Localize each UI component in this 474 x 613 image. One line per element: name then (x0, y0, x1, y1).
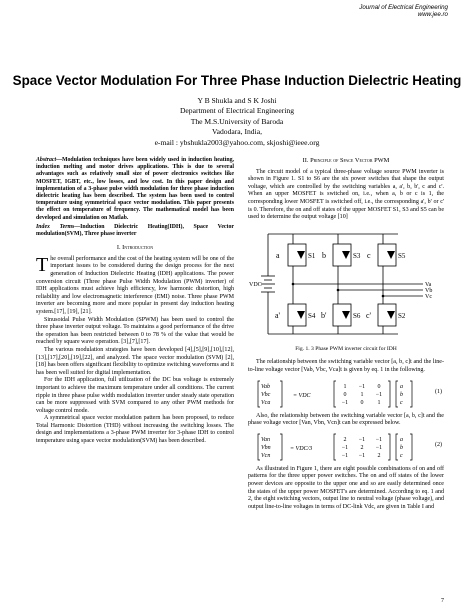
eq2-coefficient: = VDC/3 (290, 445, 313, 452)
eq2-lhs: Van (261, 436, 270, 443)
abstract (36, 157, 234, 222)
page-number: 7 (441, 598, 444, 604)
gate-label-b: b (322, 250, 326, 260)
eq2-lhs: Vcn (261, 452, 271, 459)
eq2-matrix-cell: −1 (341, 452, 349, 459)
eq2-matrix-cell: −1 (375, 436, 383, 443)
intro-paragraph: For the IDH application, full utilization of the DC bus voltage is extremely important to achieve the maximum temperature under all conditions. The current ripple in three phase pulse width modulation inverter under steady state operation can be more suppressed with SVM compared to any other PWM methods for voltage control mode. (36, 377, 234, 414)
body-paragraph: Also, the relationship between the switching variable vector [a, b, c]t and the phase voltage vector [Van, Vbn, Vcn]t can be expressed below. (248, 412, 444, 427)
section-heading-intro: I. Introduction (116, 244, 154, 252)
eq1-coefficient: = VDC (293, 392, 311, 399)
eq1-matrix-cell: 0 (343, 391, 347, 398)
equation-1-matrix (248, 379, 444, 409)
journal-url[interactable]: www.jee.ro (417, 11, 448, 19)
intro-paragraph: A symmetrical space vector modulation pattern has been proposed, to reduce Total Harmonic Distortion (THD) without increasing the switching losses. The design and implementations a 3-phase PWM inverter for 3-phase IDH to control temperature using space vector modulation(SVM) has been described. (36, 415, 234, 445)
eq1-vector: c (400, 399, 403, 406)
abstract-label: Abstract (36, 157, 57, 163)
eq1-matrix-cell: −1 (341, 399, 349, 406)
eq2-matrix-cell: −1 (341, 444, 349, 451)
switch-label-s2: S2 (398, 311, 406, 320)
author-city: Vadodara, India, (212, 127, 262, 137)
eq1-matrix-cell: −1 (375, 391, 383, 398)
journal-header (359, 4, 448, 19)
gate-label-c: c (367, 250, 371, 260)
equation-number: (1) (434, 388, 442, 395)
body-paragraph: As illustrated in Figure 1, there are eight possible combinations of on and off patterns for the three upper power switches. The on and off states of the lower power devices are opposite to the upper one and so are easily determined once the states of the upper power MOSFET's are determined. According to eq. 1 and 2, the eight switching vectors, output line to neutral voltage (phase voltage), and output line-to-line voltages in terms of DC-link Vdc, are given in Table I and (248, 465, 444, 510)
eq1-lhs: Vbc (261, 391, 271, 398)
eq1-lhs: Vca (261, 399, 271, 406)
body-paragraph: The circuit model of a typical three-phase voltage source PWM inverter is shown in Figure 1. S1 to S6 are the six power switches that shape the output voltage, which are controlled by the switching variables a, a', b, b', c and c'. When an upper MOSFET is switched on, i.e., when a, b or c is 1, the corresponding lower MOSFET is switched off, i.e., the corresponding a', b' or c' is 0. Therefore, the on and off states of the upper MOSFET S1, S3 and S5 can be used to determine the output voltage [10] (248, 168, 444, 221)
eq1-vector: b (400, 391, 403, 398)
drop-cap: T (36, 253, 49, 276)
gate-label-a-prime: a' (275, 310, 280, 320)
output-label-vc: Vc (425, 293, 432, 300)
output-label-vb: Vb (425, 287, 433, 294)
output-label-va: Va (425, 281, 432, 288)
author-email[interactable]: e-mail : ybshukla2003@yahoo.com, skjoshi@ieee.org (154, 137, 320, 147)
eq1-lhs: Vab (261, 383, 270, 390)
paper-title: Space Vector Modulation For Three Phase Induction Dielectric Heating (12, 73, 462, 88)
eq1-matrix-cell: 0 (377, 383, 381, 390)
switch-label-s3: S3 (353, 251, 361, 260)
intro-paragraph-text: he overall performance and the cost of the heating system will be one of the important issues to be considered during the design process for the next generation of Induction Dielectric Heating (IDH) applications. The power conversion circuit (Three phase Pulse Width Modulation (PWM) inverter) of IDH applications must achieve high efficiency, low harmonic distortion, high reliability and low electromagnetic interference (EMI) noise. Three phase PWM inverter are becoming more and more popular in present day induction heating system.[17], [19], [21]. (36, 255, 234, 315)
switch-label-s4: S4 (308, 311, 316, 320)
intro-paragraph (36, 253, 234, 317)
equation-1 (248, 379, 444, 409)
body-paragraph: The relationship between the switching variable vector [a, b, c]t and the line-to-line voltage vector [Vab, Vbc, Vca]t is given by eq. 1 in the following. (248, 359, 444, 373)
figure-caption: Fig. 1. 3 Phase PWM inverter circuit for IDH (295, 345, 397, 352)
eq2-matrix-cell: 2 (377, 452, 381, 459)
equation-number: (2) (434, 441, 442, 448)
index-terms (36, 224, 234, 238)
index-terms-text: —Induction Dielectric Heating(IDH), Space Vector modulation(SVM), Three phase inverter (36, 223, 234, 238)
switch-label-s1: S1 (308, 251, 316, 260)
gate-label-a: a (276, 250, 280, 260)
section-heading-principle: II. Principle of Space Vector PWM (302, 157, 390, 164)
index-terms-label: Index Terms (36, 223, 75, 230)
vdc-label: VDC (249, 281, 262, 288)
eq2-matrix-cell: −1 (375, 444, 383, 451)
eq2-matrix-cell: −1 (358, 452, 366, 459)
equation-2 (248, 432, 444, 462)
author-university: The M.S.University of Baroda (190, 116, 284, 126)
eq1-matrix-cell: −1 (358, 383, 366, 390)
eq1-matrix-cell: 1 (360, 391, 364, 398)
gate-label-c-prime: c' (366, 310, 371, 320)
intro-paragraph: Sinusoidal Pulse Width Modulation (SPWM) has been used to control the three phase inverter output voltage. To maintains a good performance of the drive the operation has been restricted between 0 to 78 % of the value that would be reached by square wave operation. [3],[7],[17]. (36, 316, 234, 346)
author-block (0, 96, 474, 148)
right-column (248, 157, 444, 511)
gate-label-b-prime: b' (321, 310, 327, 320)
eq2-matrix-cell: −1 (358, 436, 366, 443)
inverter-circuit-diagram (248, 226, 444, 344)
author-department: Department of Electrical Engineering (179, 106, 295, 116)
intro-paragraph: The various modulation strategies have been developed [4],[5],[9],[10],[12],[13],[17],[20],[19],[22], and analyzed. The space vector modulation (SVM) [2],[18] has been offers significant flexibility to optimize switching waveforms and it has been well suited for digital implementation. (36, 346, 234, 376)
author-names: Y B Shukla and S K Joshi (197, 96, 277, 105)
left-column (36, 157, 234, 446)
eq2-matrix-cell: 2 (343, 436, 347, 443)
switch-label-s6: S6 (353, 311, 361, 320)
journal-name: Journal of Electrical Engineering (359, 4, 448, 11)
equation-2-matrix (248, 432, 444, 462)
eq2-vector: a (400, 436, 403, 443)
eq1-matrix-cell: 1 (343, 383, 347, 390)
eq2-vector: b (400, 444, 403, 451)
switch-label-s5: S5 (398, 251, 406, 260)
eq1-matrix-cell: 0 (360, 399, 364, 406)
inverter-circuit-figure (248, 226, 444, 344)
eq2-matrix-cell: 2 (360, 444, 364, 451)
eq2-vector: c (400, 452, 403, 459)
eq1-vector: a (400, 383, 403, 390)
eq2-lhs: Vbn (261, 444, 271, 451)
abstract-text: —Modulation techniques have been widely used in induction heating, induction melting and motor drives applications. This is due to several advantages such as relatively small size of power electronics switches like MOSFET, IGBT, etc., low losses, and low cost. In this paper design and implementation of a 3-phase pulse width modulation for three phase induction dielectric heating has been described. The system has been used to control temperature using symmetrical space vector modulation. This paper presents the effect on temperature of frequency. The mathematical model has been developed and simulation on Matlab. (36, 157, 234, 221)
eq1-matrix-cell: 1 (377, 399, 381, 406)
